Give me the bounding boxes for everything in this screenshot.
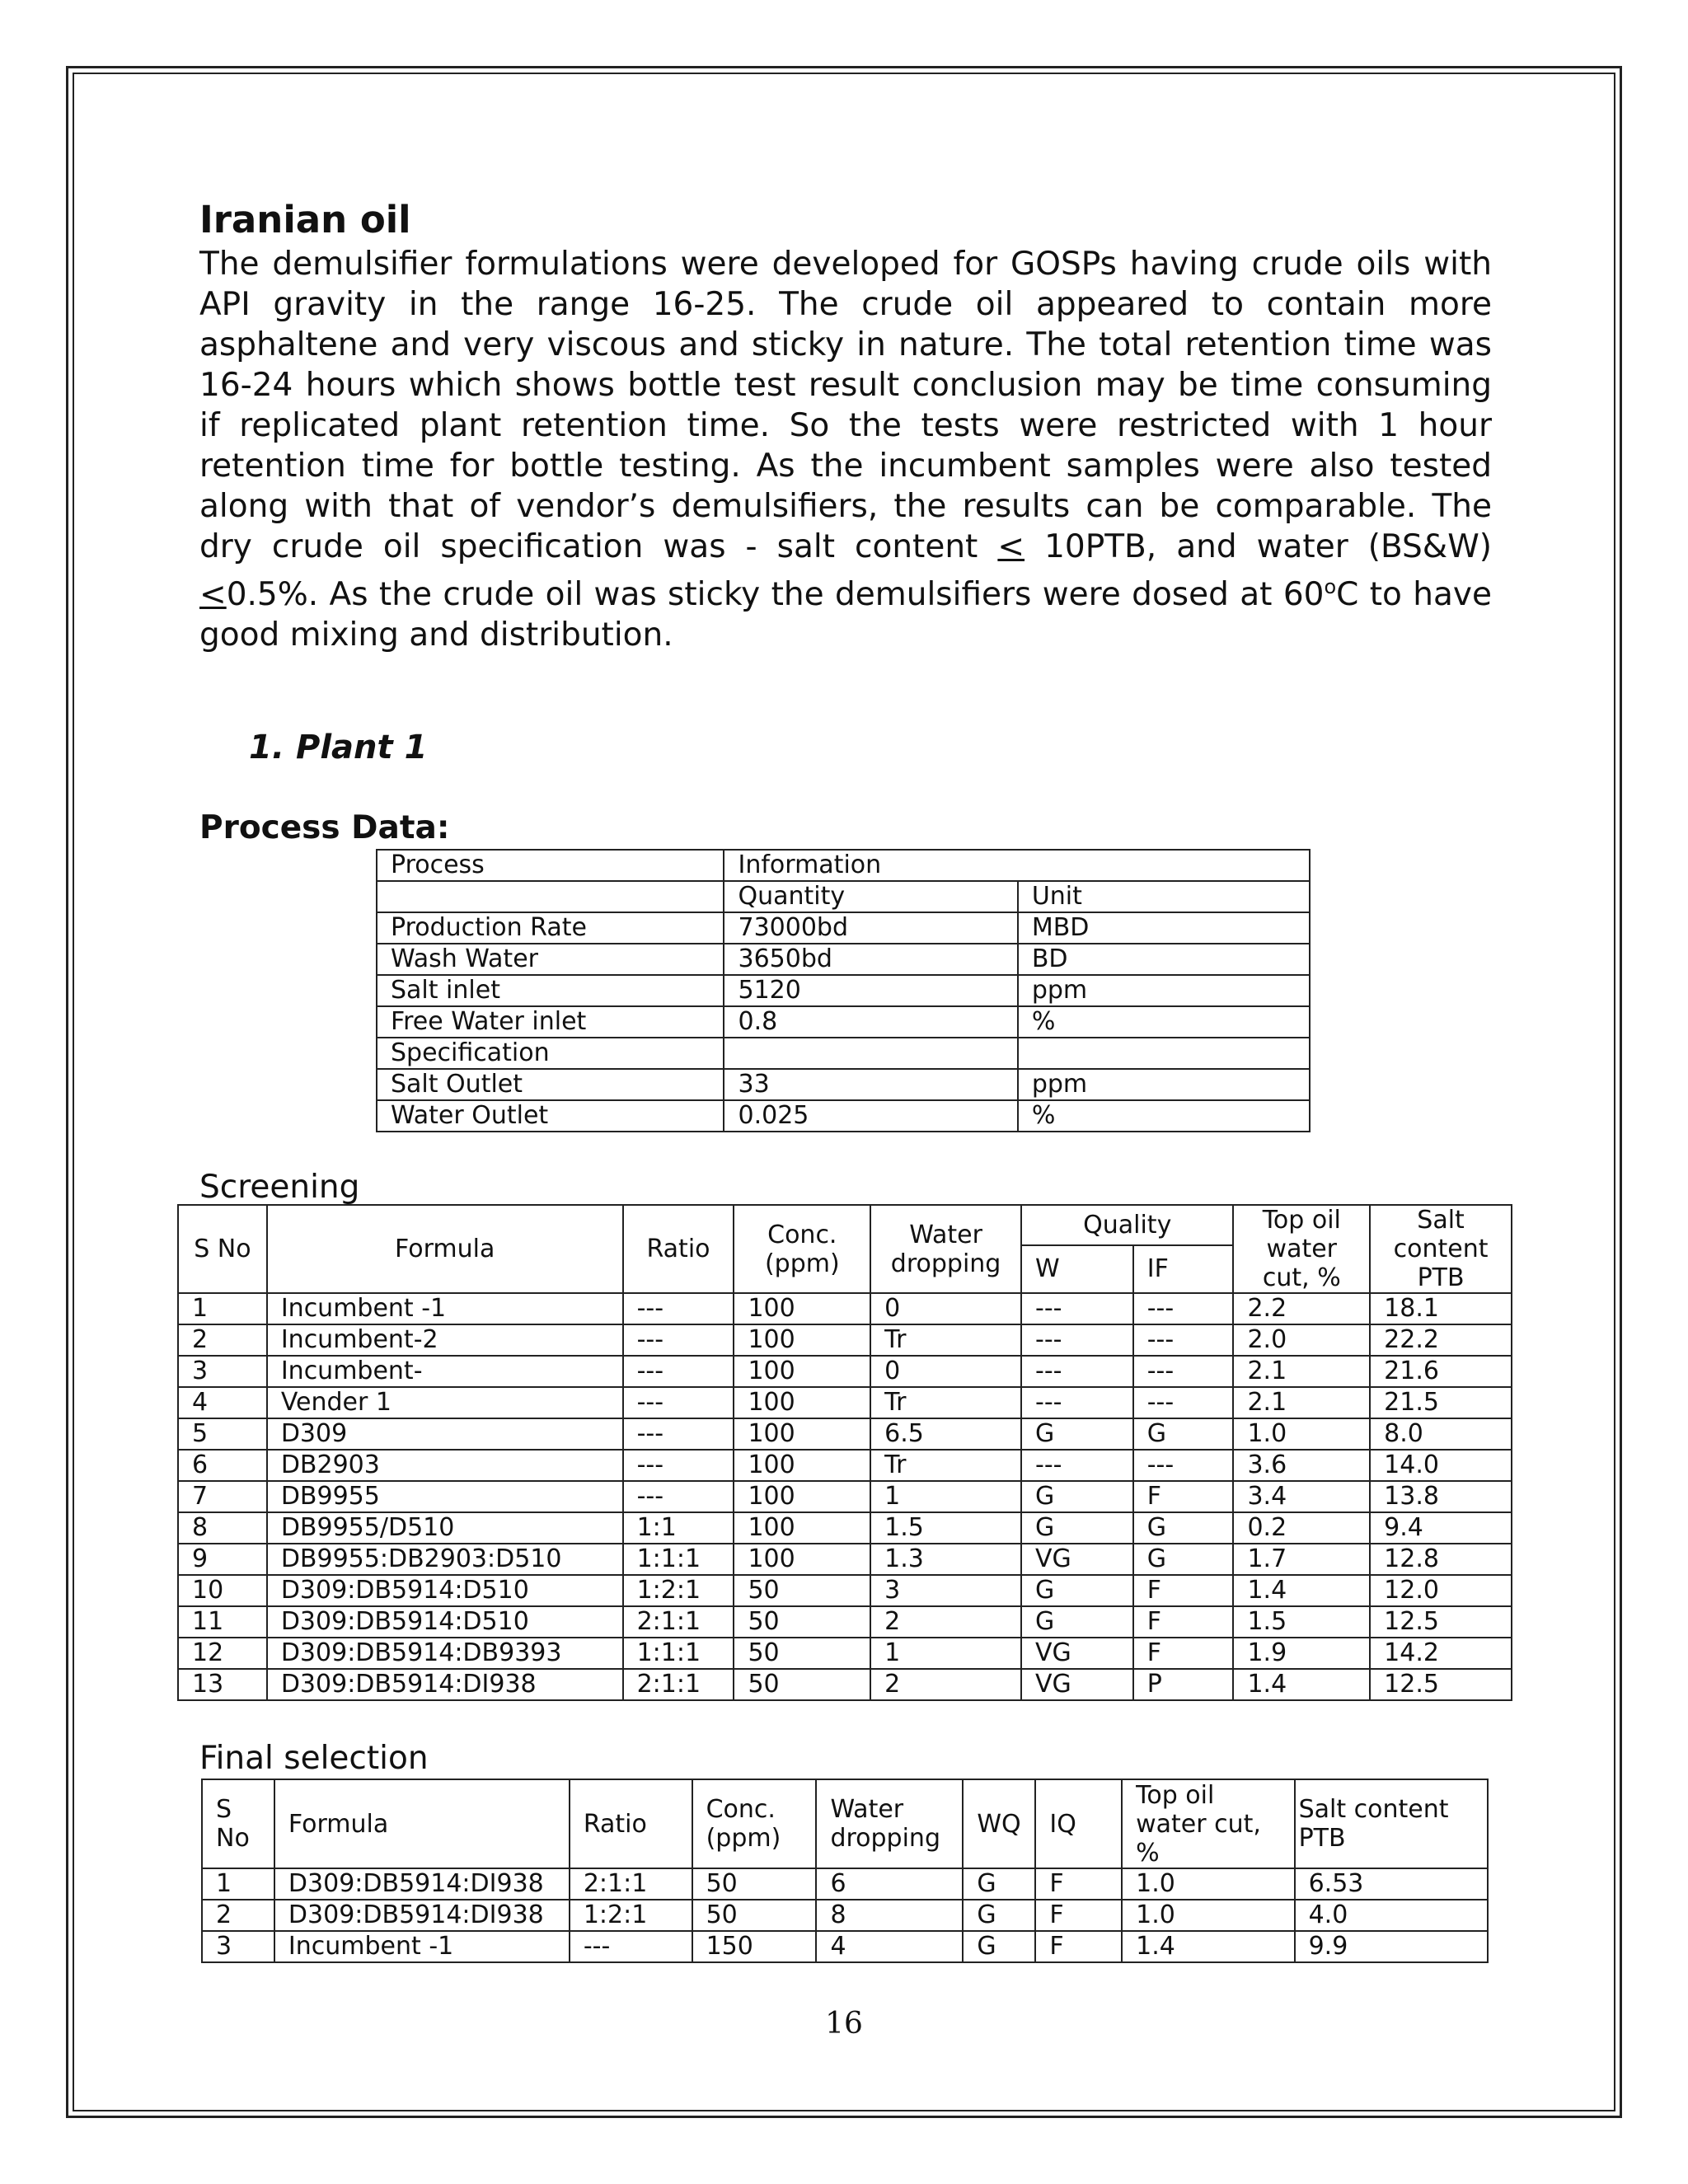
- header-process: Process: [377, 850, 724, 881]
- cell-qty: 3650bd: [724, 944, 1017, 975]
- cell-conc: 100: [734, 1387, 870, 1418]
- cell-water: 3: [870, 1575, 1021, 1606]
- header-sno: S No: [178, 1205, 267, 1293]
- cell-formula: Incumbent-: [267, 1356, 623, 1387]
- cell-w: VG: [1021, 1669, 1133, 1700]
- intro-text-1: The demulsifier formulations were developed for GOSPs having crude oils with API gravity in the range 16-25. The crude oil appeared to contain more asphaltene and very viscous and sticky in nature. The total retention time was 16-24 hours which shows bottle test result conclusion may be time consuming if replicated plant retention time. So the tests were restricted with 1 hour retention time for bottle testing. As the incumbent samples were also tested along with that of vendor’s demulsifiers, the results can be comparable. The dry crude oil specification was - salt content: [199, 246, 1492, 565]
- cell-wq: G: [963, 1900, 1035, 1931]
- cell-water: 1.5: [870, 1512, 1021, 1544]
- degree-sign: o: [1324, 575, 1337, 598]
- cell-w: VG: [1021, 1544, 1133, 1575]
- final-selection-table: [201, 1779, 1489, 1963]
- table-row: [178, 1324, 1512, 1356]
- cell-formula: DB9955: [267, 1481, 623, 1512]
- cell-formula: DB9955:DB2903:D510: [267, 1544, 623, 1575]
- cell-ratio: 1:1: [623, 1512, 734, 1544]
- table-row: [377, 1038, 1310, 1069]
- cell-sno: 6: [178, 1450, 267, 1481]
- cell-water: Tr: [870, 1324, 1021, 1356]
- table-row: [178, 1481, 1512, 1512]
- header-water-dropping: Water dropping: [816, 1779, 963, 1868]
- cell-qty: 0.8: [724, 1006, 1017, 1038]
- cell-conc: 100: [734, 1324, 870, 1356]
- table-row: [178, 1512, 1512, 1544]
- cell-salt: 12.0: [1370, 1575, 1512, 1606]
- cell-top: 3.4: [1233, 1481, 1370, 1512]
- table-row: [178, 1638, 1512, 1669]
- cell-ratio: ---: [623, 1481, 734, 1512]
- cell-salt: 12.8: [1370, 1544, 1512, 1575]
- table-row: [178, 1418, 1512, 1450]
- table-header-row: [202, 1779, 1488, 1868]
- cell-salt: 6.53: [1295, 1868, 1488, 1900]
- cell-ratio: 1:1:1: [623, 1544, 734, 1575]
- table-header-row: [377, 850, 1310, 881]
- cell-conc: 150: [692, 1931, 817, 1962]
- cell-top: 2.0: [1233, 1324, 1370, 1356]
- cell-water: 1: [870, 1481, 1021, 1512]
- cell-top: 3.6: [1233, 1450, 1370, 1481]
- cell-top: 1.0: [1122, 1900, 1294, 1931]
- cell-sno: 3: [178, 1356, 267, 1387]
- header-ratio: Ratio: [623, 1205, 734, 1293]
- cell-sno: 11: [178, 1606, 267, 1638]
- header-quantity: Quantity: [724, 881, 1017, 912]
- cell-salt: 21.5: [1370, 1387, 1512, 1418]
- cell-sno: 2: [178, 1324, 267, 1356]
- process-data-label: Process Data:: [199, 809, 450, 846]
- cell-conc: 100: [734, 1512, 870, 1544]
- cell-w: ---: [1021, 1450, 1133, 1481]
- cell-if: ---: [1133, 1293, 1234, 1324]
- table-row: [377, 1100, 1310, 1132]
- cell-water: 0: [870, 1356, 1021, 1387]
- header-salt: Salt content PTB: [1295, 1779, 1488, 1868]
- cell-top: 2.1: [1233, 1387, 1370, 1418]
- table-row: [178, 1575, 1512, 1606]
- cell-conc: 50: [734, 1669, 870, 1700]
- table-row: [202, 1900, 1488, 1931]
- cell-ratio: 2:1:1: [623, 1669, 734, 1700]
- cell-if: ---: [1133, 1387, 1234, 1418]
- table-row: [377, 1069, 1310, 1100]
- cell-if: F: [1133, 1481, 1234, 1512]
- cell-name: Specification: [377, 1038, 724, 1069]
- cell-salt: 13.8: [1370, 1481, 1512, 1512]
- cell-name: Water Outlet: [377, 1100, 724, 1132]
- table-row: [377, 975, 1310, 1006]
- final-selection-label: Final selection: [199, 1740, 429, 1777]
- cell-qty: 5120: [724, 975, 1017, 1006]
- cell-if: ---: [1133, 1356, 1234, 1387]
- cell-conc: 50: [692, 1868, 817, 1900]
- cell-w: G: [1021, 1481, 1133, 1512]
- table-row: [377, 944, 1310, 975]
- cell-formula: D309:DB5914:DI938: [267, 1669, 623, 1700]
- cell-conc: 100: [734, 1293, 870, 1324]
- cell-top: 2.1: [1233, 1356, 1370, 1387]
- cell-wq: G: [963, 1931, 1035, 1962]
- cell-water: 6: [816, 1868, 963, 1900]
- cell-sno: 5: [178, 1418, 267, 1450]
- cell-ratio: 2:1:1: [570, 1868, 692, 1900]
- cell-sno: 10: [178, 1575, 267, 1606]
- cell-top: 1.4: [1233, 1575, 1370, 1606]
- cell-formula: Incumbent -1: [267, 1293, 623, 1324]
- screening-label: Screening: [199, 1169, 360, 1206]
- cell-ratio: ---: [623, 1387, 734, 1418]
- cell-name: Production Rate: [377, 912, 724, 944]
- cell-w: G: [1021, 1575, 1133, 1606]
- cell-sno: 12: [178, 1638, 267, 1669]
- cell-w: G: [1021, 1606, 1133, 1638]
- cell-unit: [1018, 1038, 1310, 1069]
- cell-name: Salt Outlet: [377, 1069, 724, 1100]
- cell-ratio: 1:2:1: [623, 1575, 734, 1606]
- cell-water: Tr: [870, 1450, 1021, 1481]
- cell-sno: 2: [202, 1900, 274, 1931]
- cell-formula: Incumbent -1: [274, 1931, 570, 1962]
- cell-ratio: ---: [623, 1293, 734, 1324]
- subsection-number: 1.: [249, 729, 285, 766]
- cell-w: ---: [1021, 1387, 1133, 1418]
- header-ratio: Ratio: [570, 1779, 692, 1868]
- table-header-row: [178, 1205, 1512, 1245]
- cell-w: G: [1021, 1418, 1133, 1450]
- header-unit: Unit: [1018, 881, 1310, 912]
- section-heading: Iranian oil: [199, 198, 411, 241]
- header-w: W: [1021, 1245, 1133, 1293]
- cell-sno: 7: [178, 1481, 267, 1512]
- cell-if: G: [1133, 1418, 1234, 1450]
- cell-salt: 9.4: [1370, 1512, 1512, 1544]
- cell-wq: G: [963, 1868, 1035, 1900]
- table-row: [178, 1450, 1512, 1481]
- cell-if: F: [1133, 1606, 1234, 1638]
- cell-top: 1.0: [1233, 1418, 1370, 1450]
- cell-conc: 100: [734, 1544, 870, 1575]
- header-conc: Conc. (ppm): [692, 1779, 817, 1868]
- table-row: [202, 1931, 1488, 1962]
- cell-top: 1.4: [1233, 1669, 1370, 1700]
- cell-unit: %: [1018, 1006, 1310, 1038]
- screening-table: [177, 1204, 1512, 1701]
- cell-if: G: [1133, 1512, 1234, 1544]
- header-empty: [377, 881, 724, 912]
- cell-formula: Vender 1: [267, 1387, 623, 1418]
- table-row: [178, 1606, 1512, 1638]
- cell-qty: [724, 1038, 1017, 1069]
- cell-unit: BD: [1018, 944, 1310, 975]
- cell-sno: 8: [178, 1512, 267, 1544]
- cell-formula: DB9955/D510: [267, 1512, 623, 1544]
- cell-salt: 14.0: [1370, 1450, 1512, 1481]
- table-row: [178, 1356, 1512, 1387]
- cell-conc: 50: [692, 1900, 817, 1931]
- cell-salt: 18.1: [1370, 1293, 1512, 1324]
- page-number: 16: [825, 2007, 863, 2041]
- table-row: [178, 1669, 1512, 1700]
- cell-salt: 9.9: [1295, 1931, 1488, 1962]
- table-row: [377, 912, 1310, 944]
- process-data-table: [376, 849, 1311, 1132]
- cell-unit: %: [1018, 1100, 1310, 1132]
- cell-top: 1.5: [1233, 1606, 1370, 1638]
- cell-conc: 100: [734, 1481, 870, 1512]
- cell-w: ---: [1021, 1293, 1133, 1324]
- intro-text-4: C to have good mixing and distribution.: [199, 576, 1492, 654]
- less-equal-sign: <: [199, 576, 227, 613]
- cell-unit: ppm: [1018, 1069, 1310, 1100]
- cell-ratio: ---: [623, 1450, 734, 1481]
- subsection-label: Plant 1: [296, 729, 428, 766]
- table-row: [178, 1293, 1512, 1324]
- cell-if: P: [1133, 1669, 1234, 1700]
- intro-text-3: 0.5%. As the crude oil was sticky the demulsifiers were dosed at 60: [226, 576, 1325, 613]
- cell-iq: F: [1035, 1900, 1122, 1931]
- header-formula: Formula: [274, 1779, 570, 1868]
- cell-ratio: ---: [623, 1324, 734, 1356]
- cell-sno: 1: [178, 1293, 267, 1324]
- cell-sno: 3: [202, 1931, 274, 1962]
- cell-water: 8: [816, 1900, 963, 1931]
- table-row: [178, 1544, 1512, 1575]
- cell-if: ---: [1133, 1450, 1234, 1481]
- header-conc: Conc. (ppm): [734, 1205, 870, 1293]
- cell-if: F: [1133, 1638, 1234, 1669]
- header-if: IF: [1133, 1245, 1234, 1293]
- cell-formula: D309:DB5914:DB9393: [267, 1638, 623, 1669]
- header-top-oil: Top oil water cut, %: [1233, 1205, 1370, 1293]
- cell-w: G: [1021, 1512, 1133, 1544]
- header-information: Information: [724, 850, 1310, 881]
- cell-ratio: 1:1:1: [623, 1638, 734, 1669]
- intro-text-2: 10PTB, and water (BS&W): [1025, 528, 1492, 565]
- cell-water: Tr: [870, 1387, 1021, 1418]
- header-formula: Formula: [267, 1205, 623, 1293]
- header-quality: Quality: [1021, 1205, 1233, 1245]
- cell-name: Wash Water: [377, 944, 724, 975]
- cell-conc: 100: [734, 1450, 870, 1481]
- cell-qty: 73000bd: [724, 912, 1017, 944]
- cell-salt: 8.0: [1370, 1418, 1512, 1450]
- header-wq: WQ: [963, 1779, 1035, 1868]
- cell-top: 1.0: [1122, 1868, 1294, 1900]
- cell-salt: 12.5: [1370, 1669, 1512, 1700]
- cell-ratio: ---: [623, 1356, 734, 1387]
- cell-ratio: 2:1:1: [623, 1606, 734, 1638]
- cell-water: 2: [870, 1606, 1021, 1638]
- cell-conc: 50: [734, 1638, 870, 1669]
- cell-qty: 0.025: [724, 1100, 1017, 1132]
- cell-top: 1.4: [1122, 1931, 1294, 1962]
- cell-conc: 50: [734, 1606, 870, 1638]
- cell-formula: D309: [267, 1418, 623, 1450]
- cell-salt: 21.6: [1370, 1356, 1512, 1387]
- cell-water: 2: [870, 1669, 1021, 1700]
- cell-formula: D309:DB5914:D510: [267, 1606, 623, 1638]
- cell-if: F: [1133, 1575, 1234, 1606]
- cell-ratio: 1:2:1: [570, 1900, 692, 1931]
- cell-sno: 9: [178, 1544, 267, 1575]
- cell-formula: DB2903: [267, 1450, 623, 1481]
- cell-water: 1: [870, 1638, 1021, 1669]
- cell-ratio: ---: [570, 1931, 692, 1962]
- cell-conc: 50: [734, 1575, 870, 1606]
- cell-if: ---: [1133, 1324, 1234, 1356]
- cell-formula: Incumbent-2: [267, 1324, 623, 1356]
- cell-if: G: [1133, 1544, 1234, 1575]
- table-row: [178, 1387, 1512, 1418]
- subsection-title: [249, 729, 427, 766]
- cell-conc: 100: [734, 1356, 870, 1387]
- cell-top: 2.2: [1233, 1293, 1370, 1324]
- cell-name: Salt inlet: [377, 975, 724, 1006]
- cell-iq: F: [1035, 1931, 1122, 1962]
- cell-w: ---: [1021, 1356, 1133, 1387]
- cell-sno: 4: [178, 1387, 267, 1418]
- cell-name: Free Water inlet: [377, 1006, 724, 1038]
- cell-ratio: ---: [623, 1418, 734, 1450]
- header-sno: S No: [202, 1779, 274, 1868]
- cell-top: 0.2: [1233, 1512, 1370, 1544]
- cell-unit: MBD: [1018, 912, 1310, 944]
- cell-formula: D309:DB5914:D510: [267, 1575, 623, 1606]
- cell-water: 6.5: [870, 1418, 1021, 1450]
- cell-qty: 33: [724, 1069, 1017, 1100]
- cell-sno: 1: [202, 1868, 274, 1900]
- cell-water: 4: [816, 1931, 963, 1962]
- cell-salt: 14.2: [1370, 1638, 1512, 1669]
- cell-formula: D309:DB5914:DI938: [274, 1900, 570, 1931]
- cell-conc: 100: [734, 1418, 870, 1450]
- header-water-dropping: Water dropping: [870, 1205, 1021, 1293]
- cell-water: 0: [870, 1293, 1021, 1324]
- cell-top: 1.9: [1233, 1638, 1370, 1669]
- table-row: [202, 1868, 1488, 1900]
- cell-w: ---: [1021, 1324, 1133, 1356]
- cell-iq: F: [1035, 1868, 1122, 1900]
- less-equal-sign: <: [997, 528, 1025, 565]
- cell-formula: D309:DB5914:DI938: [274, 1868, 570, 1900]
- cell-top: 1.7: [1233, 1544, 1370, 1575]
- table-row: [377, 1006, 1310, 1038]
- cell-w: VG: [1021, 1638, 1133, 1669]
- cell-salt: 4.0: [1295, 1900, 1488, 1931]
- cell-salt: 22.2: [1370, 1324, 1512, 1356]
- cell-unit: ppm: [1018, 975, 1310, 1006]
- cell-sno: 13: [178, 1669, 267, 1700]
- cell-salt: 12.5: [1370, 1606, 1512, 1638]
- table-header-row: [377, 881, 1310, 912]
- intro-paragraph: [199, 244, 1492, 655]
- cell-water: 1.3: [870, 1544, 1021, 1575]
- header-top-oil: Top oil water cut, %: [1122, 1779, 1294, 1868]
- header-salt: Salt content PTB: [1370, 1205, 1512, 1293]
- header-iq: IQ: [1035, 1779, 1122, 1868]
